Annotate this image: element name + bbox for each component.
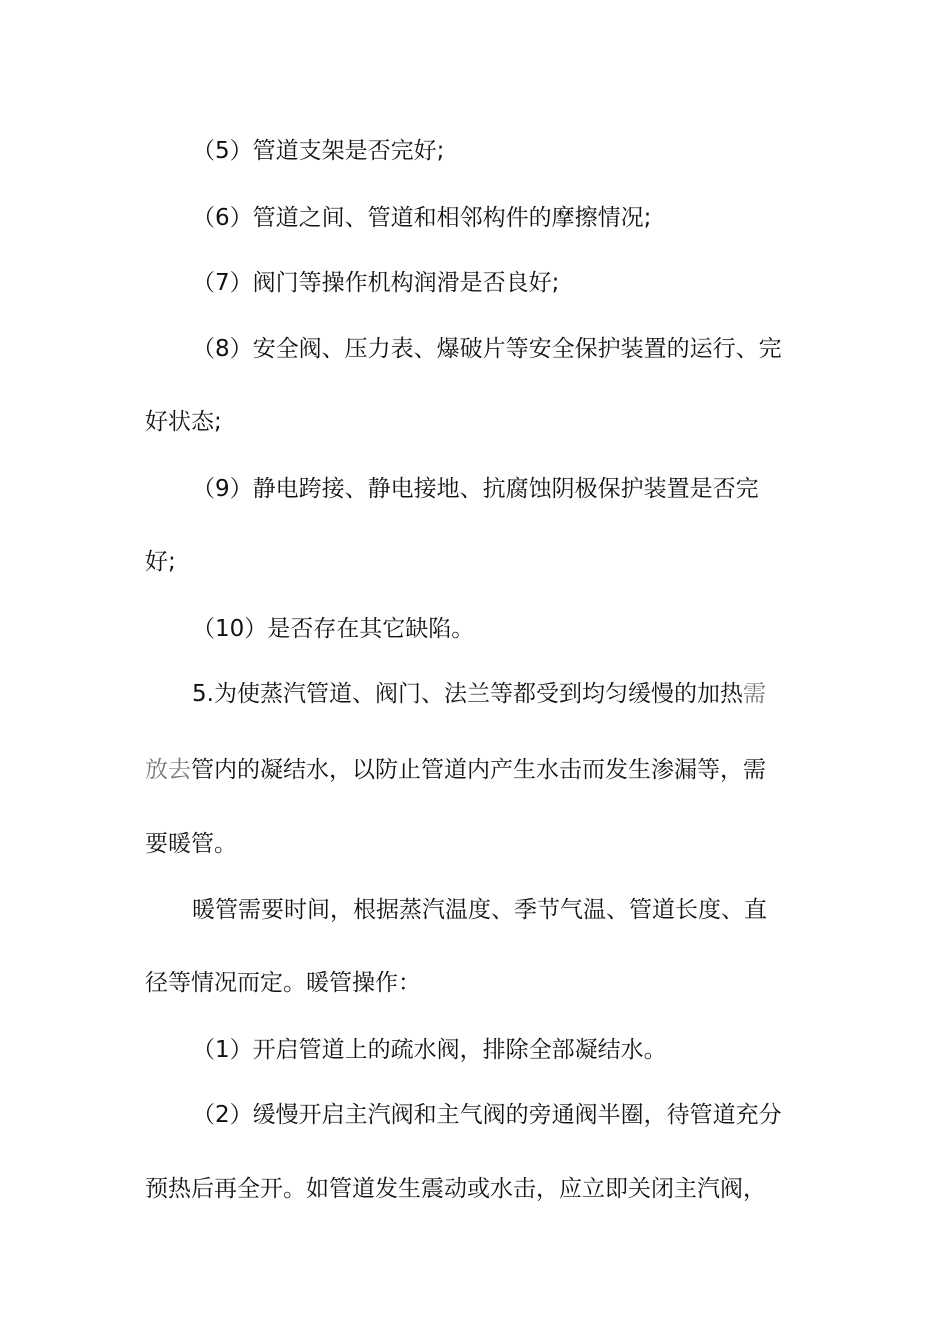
text-line: （1）开启管道上的疏水阀，排除全部凝结水。 — [192, 1037, 667, 1063]
text-line: （8）安全阀、压力表、爆破片等安全保护装置的运行、完 — [192, 336, 782, 362]
text-line: （7）阀门等操作机构润滑是否良好; — [192, 270, 560, 296]
text-line — [192, 679, 862, 709]
text-line: 要暖管。 — [145, 831, 237, 857]
text-line: （5）管道支架是否完好; — [192, 138, 445, 164]
text-line: （2）缓慢开启主汽阀和主气阀的旁通阀半圈，待管道充分 — [192, 1102, 782, 1128]
text-line: 径等情况而定。暖管操作： — [145, 970, 421, 996]
text-line: （9）静电跨接、静电接地、抗腐蚀阴极保护装置是否完 — [192, 476, 759, 502]
faded-text-segment: 放去 — [145, 757, 191, 783]
text-line: 好状态; — [145, 409, 222, 435]
text-line: 预热后再全开。如管道发生震动或水击，应立即关闭主汽阀， — [145, 1176, 766, 1202]
text-line: （10）是否存在其它缺陷。 — [192, 616, 475, 642]
faded-text-segment: 需 — [742, 681, 766, 707]
text-segment: 管内的凝结水，以防止管道内产生水击而发生渗漏等，需 — [191, 757, 766, 783]
text-line: 好; — [145, 549, 176, 575]
text-segment: 5.为使蒸汽管道、阀门、法兰等都受到均匀缓慢的加热 — [192, 681, 743, 707]
text-line: （6）管道之间、管道和相邻构件的摩擦情况; — [192, 205, 652, 231]
text-line: 暖管需要时间，根据蒸汽温度、季节气温、管道长度、直 — [192, 897, 767, 923]
text-line — [145, 755, 815, 785]
